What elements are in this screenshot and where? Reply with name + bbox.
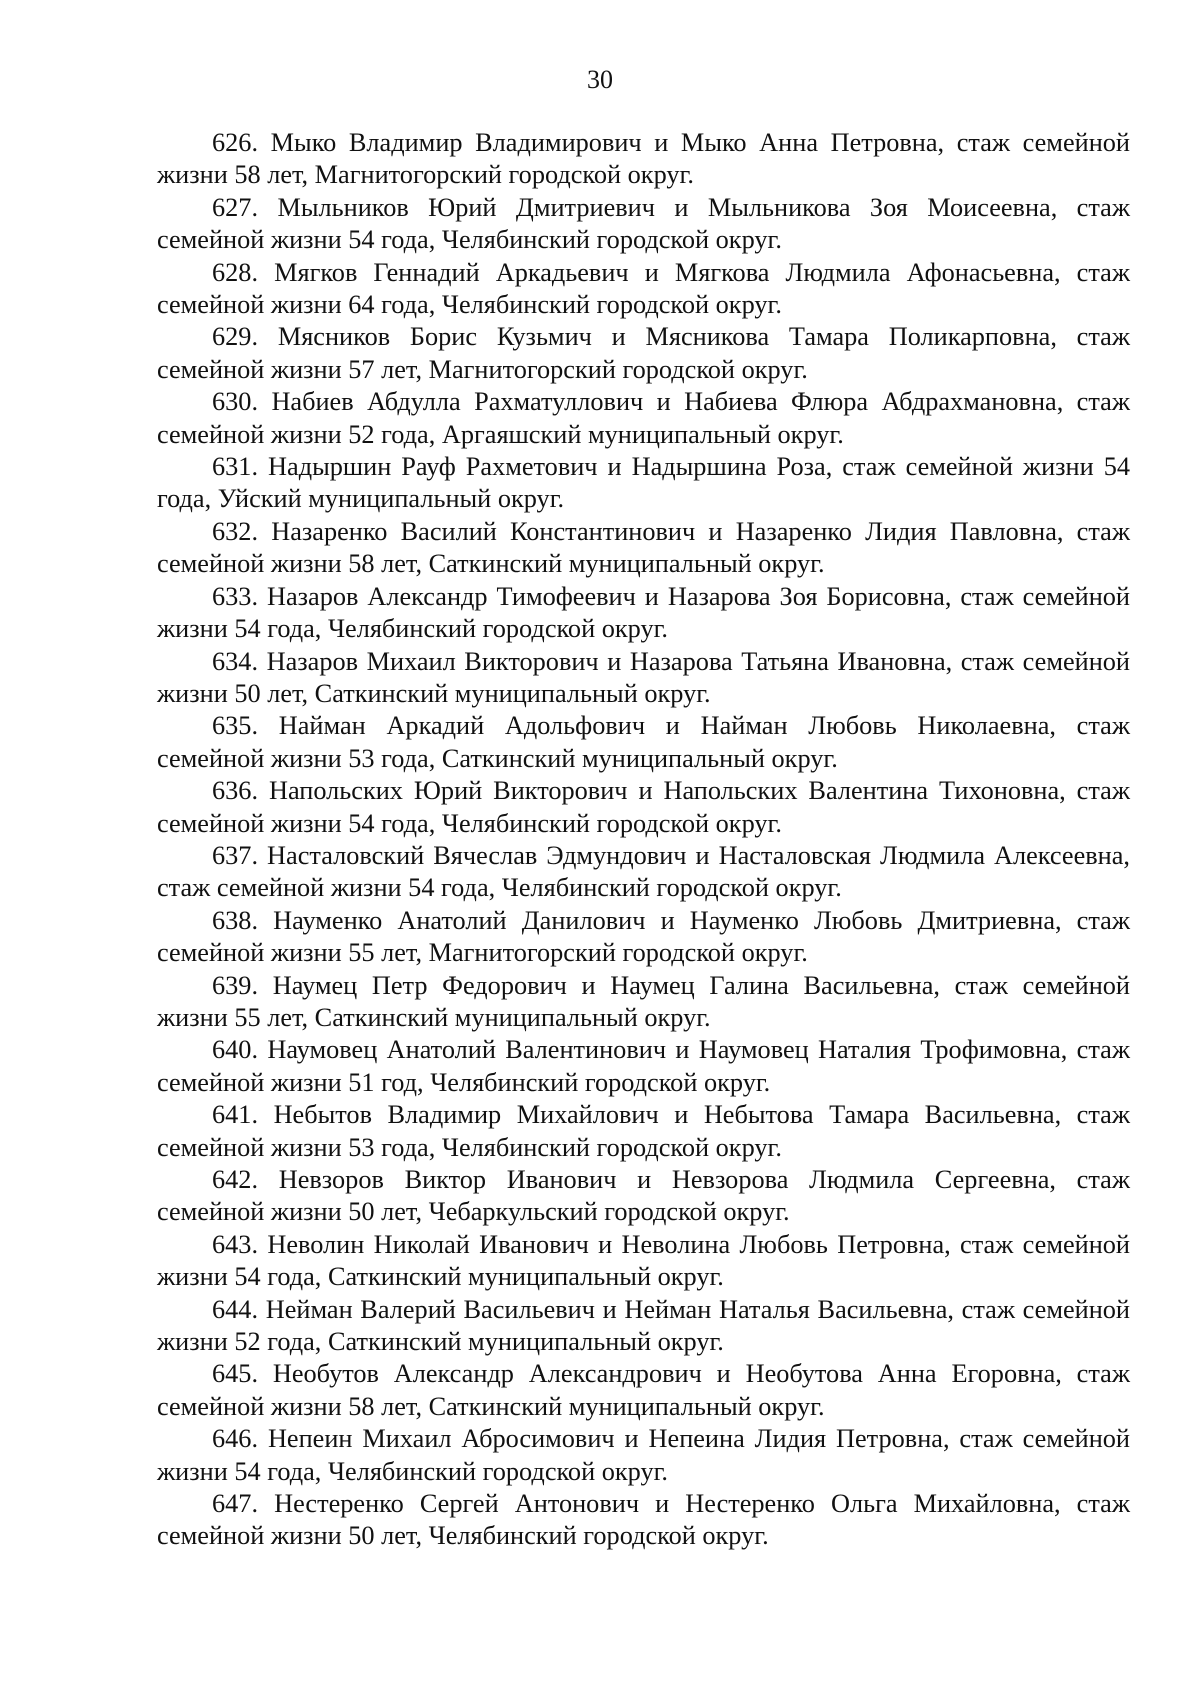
list-item [157, 321, 1130, 386]
entry-text: Наумовец Анатолий Валентинович и Наумовец Наталия Трофимовна, стаж семейной жизни 51 год, Челябинский городской округ. [157, 1035, 1131, 1097]
entry-number: 637. [212, 840, 259, 870]
list-item [157, 775, 1130, 840]
entry-text: Набиев Абдулла Рахматуллович и Набиева Флюра Абдрахмановна, стаж семейной жизни 52 года, Аргаяшский муниципальный округ. [157, 387, 1131, 449]
entry-text: Необутов Александр Александрович и Необутова Анна Егоровна, стаж семейной жизни 58 лет, Саткинский муниципальный округ. [157, 1359, 1130, 1421]
list-item [157, 516, 1130, 581]
list-item [157, 127, 1130, 192]
entry-number: 638. [212, 905, 259, 935]
list-item [157, 386, 1130, 451]
page-number: 30 [587, 65, 613, 94]
entry-text: Науменко Анатолий Данилович и Науменко Любовь Дмитриевна, стаж семейной жизни 55 лет, Магнитогорский городской округ. [157, 905, 1130, 968]
entry-number: 644. [212, 1294, 259, 1324]
list-item [157, 646, 1130, 711]
list-item [157, 970, 1130, 1035]
entry-number: 642. [212, 1165, 259, 1194]
entry-number: 631. [212, 452, 259, 482]
entry-text: Мясников Борис Кузьмич и Мясникова Тамара Поликарповна, стаж семейной жизни 57 лет, Магнитогорский городской округ. [157, 322, 1130, 384]
entry-number: 639. [212, 970, 259, 1000]
entry-number: 629. [212, 322, 259, 352]
entry-number: 632. [212, 516, 259, 546]
entry-number: 628. [212, 257, 259, 287]
entry-text: Найман Аркадий Адольфович и Найман Любовь Николаевна, стаж семейной жизни 53 года, Саткинский муниципальный округ. [157, 711, 1130, 773]
list-item [157, 1488, 1130, 1553]
entry-number: 640. [212, 1035, 259, 1065]
list-item [157, 581, 1130, 646]
entry-number: 630. [212, 387, 259, 417]
entry-text: Нестеренко Сергей Антонович и Нестеренко Ольга Михайловна, стаж семейной жизни 50 лет, Челябинский городской округ. [157, 1489, 1131, 1551]
entry-number: 641. [212, 1100, 259, 1130]
entry-number: 643. [212, 1229, 259, 1259]
list-item [157, 1358, 1130, 1423]
entry-number: 633. [212, 581, 259, 611]
list-item [157, 451, 1130, 516]
entry-number: 627. [212, 192, 259, 222]
entry-number: 636. [212, 776, 259, 806]
list-item [157, 257, 1130, 322]
entry-text: Непеин Михаил Абросимович и Непеина Лидия Петровна, стаж семейной жизни 54 года, Челябинский городской округ. [157, 1424, 1130, 1486]
entry-text: Назаренко Василий Константинович и Назаренко Лидия Павловна, стаж семейной жизни 58 лет, Саткинский муниципальный округ. [157, 516, 1130, 579]
entry-number: 646. [212, 1424, 259, 1454]
list-item [157, 1164, 1130, 1229]
entry-list [157, 127, 1130, 1553]
entry-text: Назаров Михаил Викторович и Назарова Татьяна Ивановна, стаж семейной жизни 50 лет, Саткинский муниципальный округ. [157, 646, 1131, 708]
list-item [157, 1229, 1130, 1294]
entry-text: Неволин Николай Иванович и Неволина Любовь Петровна, стаж семейной жизни 54 года, Саткинский муниципальный округ. [157, 1229, 1131, 1292]
list-item [157, 1034, 1130, 1099]
entry-text: Насталовский Вячеслав Эдмундович и Насталовская Людмила Алексеевна, стаж семейной жизни 54 года, Челябинский городской округ. [157, 840, 1131, 903]
entry-text: Небытов Владимир Михайлович и Небытова Тамара Васильевна, стаж семейной жизни 53 года, Челябинский городской округ. [157, 1100, 1130, 1162]
entry-number: 645. [212, 1359, 259, 1389]
entry-text: Надыршин Рауф Рахметович и Надыршина Роза, стаж семейной жизни 54 года, Уйский муниципальный округ. [157, 452, 1130, 514]
list-item [157, 710, 1130, 775]
list-item [157, 1423, 1130, 1488]
list-item [157, 1099, 1130, 1164]
list-item [157, 1294, 1130, 1359]
entry-number: 635. [212, 711, 259, 741]
entry-text: Мыко Владимир Владимирович и Мыко Анна Петровна, стаж семейной жизни 58 лет, Магнитогорский городской округ. [157, 128, 1130, 190]
list-item [157, 905, 1130, 970]
entry-text: Мягков Геннадий Аркадьевич и Мягкова Людмила Афонасьевна, стаж семейной жизни 64 года, Челябинский городской округ. [157, 257, 1130, 320]
entry-number: 634. [212, 646, 259, 676]
entry-text: Напольских Юрий Викторович и Напольских Валентина Тихоновна, стаж семейной жизни 54 года, Челябинский городской округ. [157, 776, 1130, 838]
entry-text: Невзоров Виктор Иванович и Невзорова Людмила Сергеевна, стаж семейной жизни 50 лет, Чебаркульский городской округ. [157, 1165, 1130, 1227]
list-item [157, 840, 1130, 905]
entry-number: 647. [212, 1489, 259, 1519]
entry-text: Нейман Валерий Васильевич и Нейман Наталья Васильевна, стаж семейной жизни 52 года, Саткинский муниципальный округ. [157, 1294, 1130, 1357]
list-item [157, 192, 1130, 257]
entry-text: Наумец Петр Федорович и Наумец Галина Васильевна, стаж семейной жизни 55 лет, Саткинский муниципальный округ. [157, 970, 1130, 1032]
entry-text: Назаров Александр Тимофеевич и Назарова Зоя Борисовна, стаж семейной жизни 54 года, Челябинский городской округ. [157, 581, 1130, 644]
entry-text: Мыльников Юрий Дмитриевич и Мыльникова Зоя Моисеевна, стаж семейной жизни 54 года, Челябинский городской округ. [157, 192, 1131, 255]
entry-number: 626. [212, 128, 259, 157]
